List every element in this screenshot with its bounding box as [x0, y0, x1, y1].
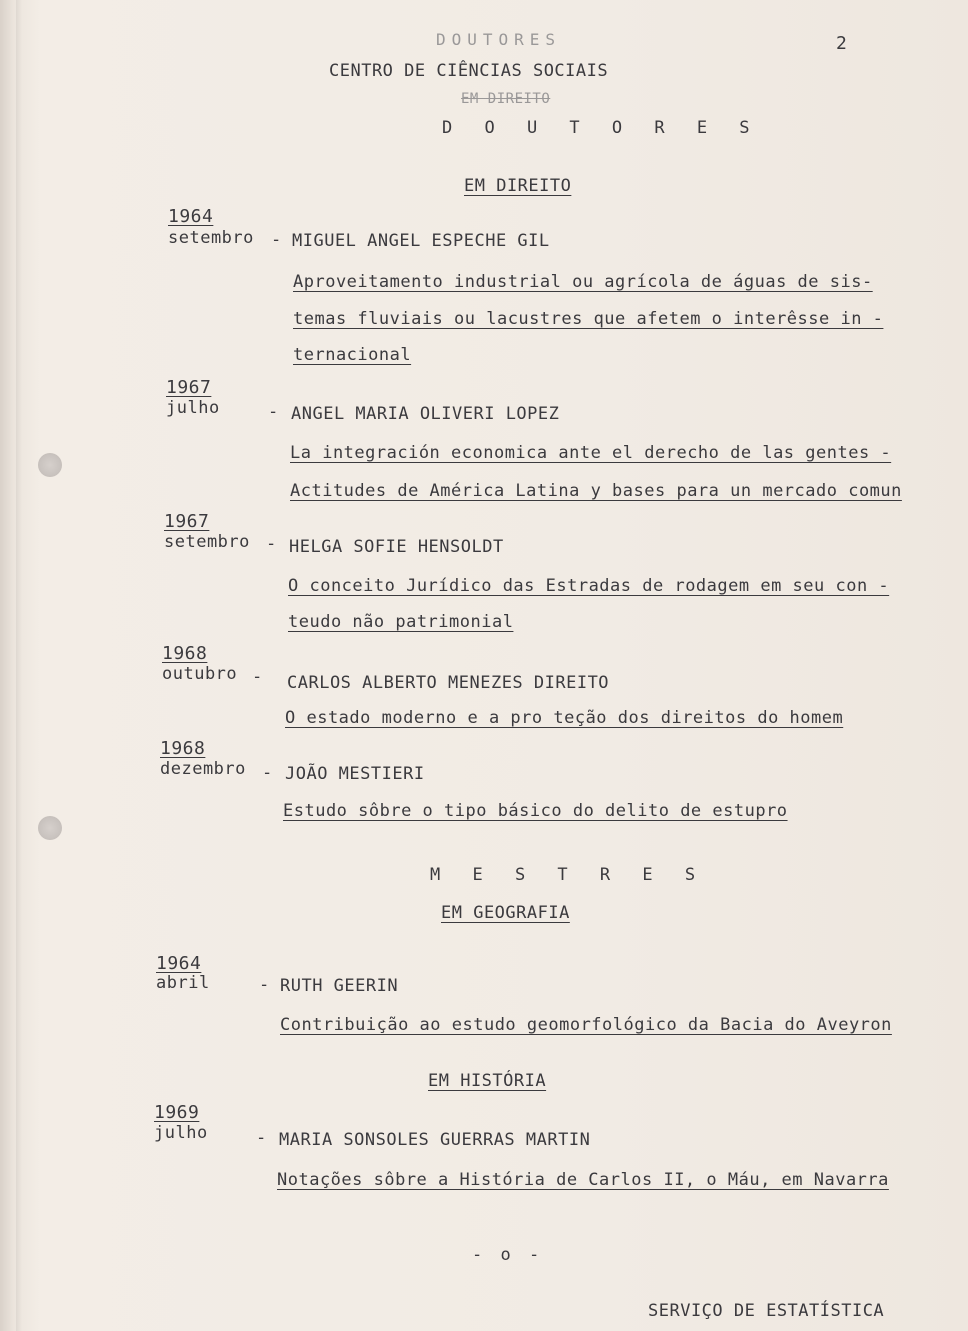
entry-dash: - [271, 230, 282, 250]
page-fold-shadow [16, 0, 22, 1331]
thesis-line: La integración economica ante el derecho de las gentes - [290, 443, 892, 463]
punch-hole-upper [38, 453, 62, 477]
entry-month: setembro [168, 228, 254, 248]
faint-heading: DOUTORES [436, 30, 562, 49]
entry-month: julho [154, 1123, 208, 1143]
entry-dash: - [268, 402, 279, 422]
subsection-history-heading: EM HISTÓRIA [428, 1071, 547, 1091]
section-doctors-heading: D O U T O R E S [442, 118, 761, 138]
entry-dash: - [262, 763, 273, 783]
entry-name: ANGEL MARIA OLIVERI LOPEZ [291, 404, 560, 424]
entry-month: setembro [164, 532, 250, 552]
entry-year: 1968 [162, 643, 208, 664]
entry-name: JOÃO MESTIERI [285, 764, 425, 784]
entry-month: abril [156, 973, 210, 993]
thesis-line: Contribuição ao estudo geomorfológico da Bacia do Aveyron [280, 1015, 892, 1035]
thesis-line: ternacional [293, 345, 412, 365]
institution-title: CENTRO DE CIÊNCIAS SOCIAIS [329, 61, 609, 81]
thesis-line: teudo não patrimonial [288, 612, 514, 632]
entry-month: julho [166, 398, 220, 418]
page-number: 2 [836, 33, 848, 54]
entry-name: HELGA SOFIE HENSOLDT [289, 537, 504, 557]
thesis-line: Notações sôbre a História de Carlos II, o Máu, em Navarra [277, 1170, 889, 1190]
entry-dash: - [256, 1128, 267, 1148]
entry-year: 1964 [156, 953, 202, 974]
thesis-line: temas fluviais ou lacustres que afetem o interêsse in - [293, 309, 884, 329]
subsection-geography-heading: EM GEOGRAFIA [441, 903, 570, 923]
thesis-line: O conceito Jurídico das Estradas de rodagem em seu con - [288, 576, 890, 596]
entry-name: MARIA SONSOLES GUERRAS MARTIN [279, 1130, 591, 1150]
thesis-line: Actitudes de América Latina y bases para un mercado comun [290, 481, 902, 501]
entry-year: 1968 [160, 738, 206, 759]
punch-hole-lower [38, 816, 62, 840]
department-footer: SERVIÇO DE ESTATÍSTICA [648, 1301, 885, 1321]
entry-dash: - [266, 534, 277, 554]
thesis-line: Estudo sôbre o tipo básico do delito de estupro [283, 801, 788, 821]
entry-year: 1964 [168, 206, 214, 227]
thesis-line: Aproveitamento industrial ou agrícola de águas de sis- [293, 272, 873, 292]
entry-month: dezembro [160, 759, 246, 779]
subsection-law-heading: EM DIREITO [464, 176, 572, 196]
entry-year: 1967 [166, 377, 212, 398]
separator-mark: - o - [472, 1245, 544, 1265]
entry-name: MIGUEL ANGEL ESPECHE GIL [292, 231, 550, 251]
struck-line: EM DIREITO [461, 91, 551, 107]
entry-name: RUTH GEERIN [280, 976, 399, 996]
entry-month: outubro [162, 664, 238, 684]
entry-year: 1969 [154, 1102, 200, 1123]
entry-year: 1967 [164, 511, 210, 532]
entry-dash: - [252, 667, 263, 687]
thesis-line: O estado moderno e a pro teção dos direitos do homem [285, 708, 844, 728]
section-masters-heading: M E S T R E S [430, 865, 707, 885]
entry-dash: - [259, 975, 270, 995]
entry-name: CARLOS ALBERTO MENEZES DIREITO [287, 673, 610, 693]
